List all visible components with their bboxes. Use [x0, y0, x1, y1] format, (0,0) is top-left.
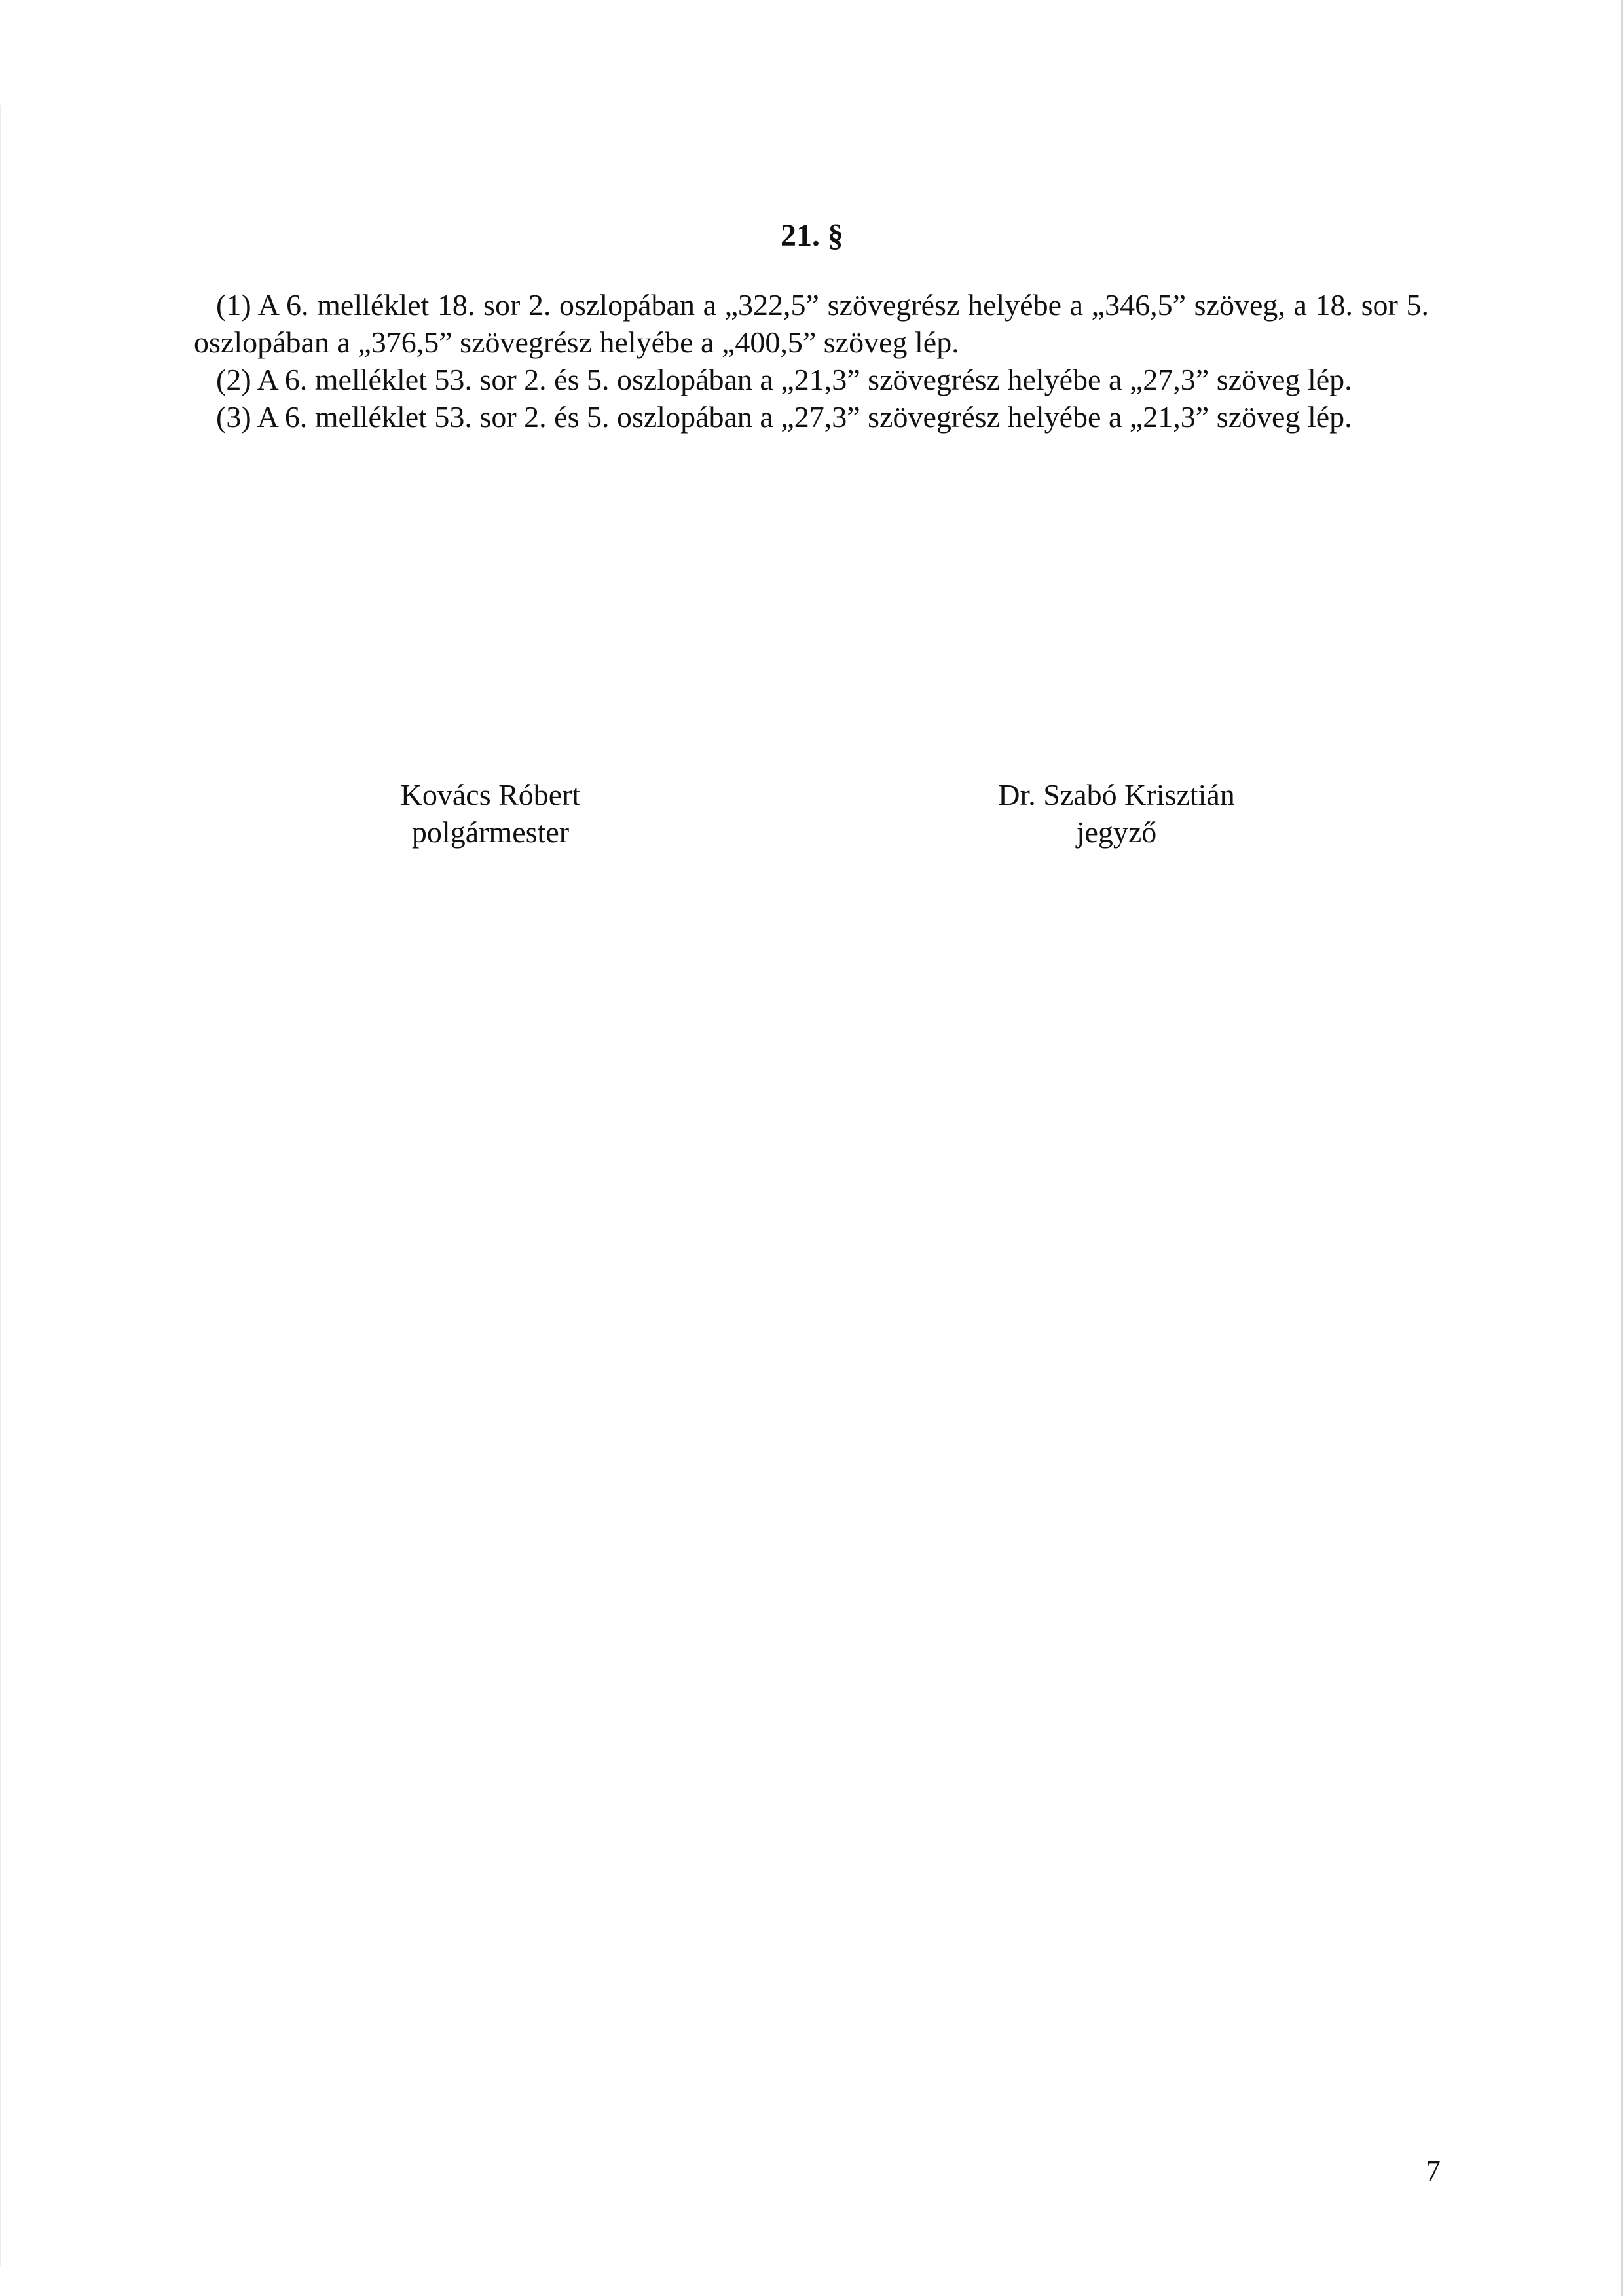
scan-edge-left: [0, 105, 1, 2266]
signatory-title: jegyző: [1076, 815, 1157, 849]
signatory-name: Dr. Szabó Krisztián: [998, 778, 1235, 811]
scan-edge-right: [1621, 0, 1623, 2296]
paragraph-1: (1) A 6. melléklet 18. sor 2. oszlopában a „322,5” szövegrész helyébe a „346,5” szöveg, a 18. sor 5. oszlopában a „376,5” szövegrész helyébe a „400,5” szöveg lép.: [194, 288, 1429, 359]
signature-block: [0, 776, 1624, 868]
page-number: 7: [1426, 2154, 1441, 2187]
signature-notary: [887, 776, 1346, 851]
signature-mayor: [261, 776, 720, 851]
paragraph-2: (2) A 6. melléklet 53. sor 2. és 5. oszlopában a „21,3” szövegrész helyébe a „27,3” szöveg lép.: [216, 363, 1352, 396]
section-body: [194, 286, 1429, 435]
paragraph-3: (3) A 6. melléklet 53. sor 2. és 5. oszlopában a „27,3” szövegrész helyébe a „21,3” szöveg lép.: [216, 400, 1352, 434]
section-heading: 21. §: [781, 218, 843, 253]
signatory-name: Kovács Róbert: [400, 778, 581, 811]
signatory-title: polgármester: [411, 815, 570, 849]
